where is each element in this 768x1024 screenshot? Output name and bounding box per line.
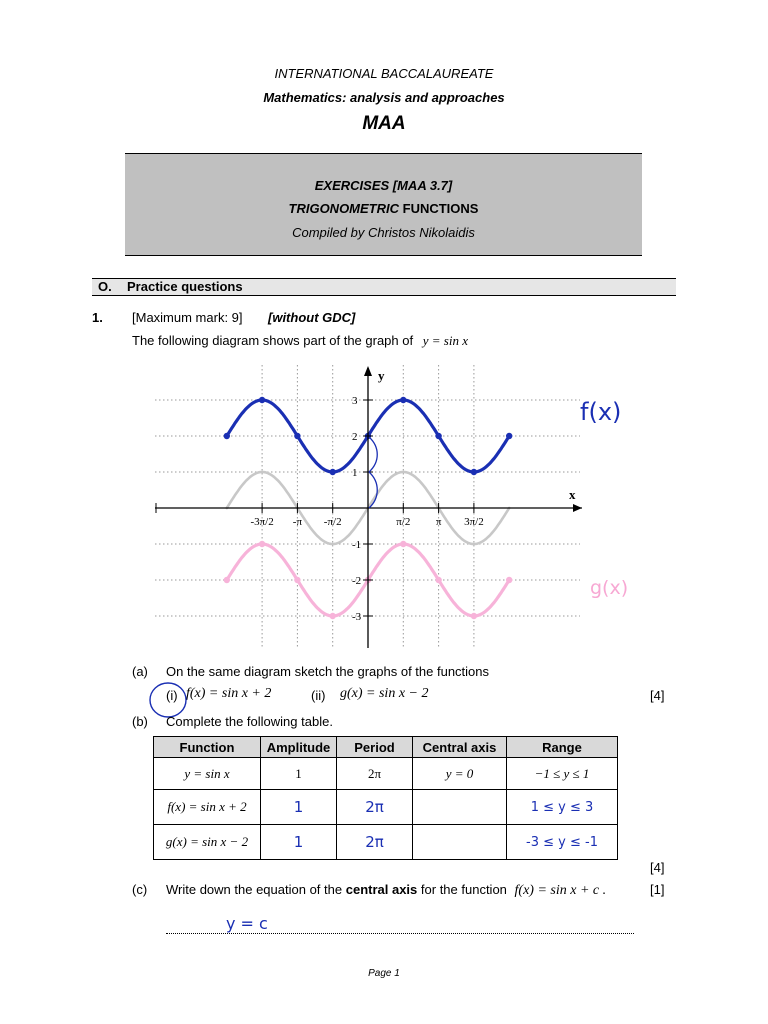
table-cell-range: -3 ≤ y ≤ -1 [507,825,618,860]
banner-subtitle [125,201,642,216]
table-cell-axis: y = 0 [413,758,507,790]
section-number: O. [98,279,112,294]
table-header: Period [337,737,413,758]
banner-subtitle-rest: FUNCTIONS [399,201,479,216]
section-heading [92,278,676,296]
x-tick-label: -π/2 [323,516,342,528]
curve-g-point [506,577,512,583]
curve-g-point [435,577,441,583]
y-axis-arrow [364,366,372,376]
part-c-text [166,882,606,899]
part-a-i-label: (i) [166,688,178,703]
curve-g-point [259,541,265,547]
banner-subtitle-italic: TRIGONOMETRIC [288,201,400,216]
part-c-answer: y = c [226,914,268,933]
curve-g-point [330,613,336,619]
sine-graph [0,355,768,655]
table-cell-function: g(x) = sin x − 2 [154,825,261,860]
table-cell-function: y = sin x [154,758,261,790]
curve-f-point [400,397,406,403]
table-row [154,758,618,790]
x-tick-label: π/2 [396,516,411,528]
part-a-marks: [4] [650,688,665,703]
x-tick-label: 3π/2 [464,516,484,528]
hw-shift-arc-upper [369,437,377,472]
curve-f-point [330,469,336,475]
x-tick-label: π [435,516,442,528]
hw-f-label: f(x) [580,398,622,426]
table-header: Function [154,737,261,758]
curve-f-point [259,397,265,403]
y-axis-label: y [378,368,385,383]
part-a-label: (a) [132,664,148,679]
question-intro-text: The following diagram shows part of the graph of [132,333,414,348]
table-header: Amplitude [261,737,337,758]
x-axis-arrow [573,504,582,512]
page-number: Page 1 [368,968,400,979]
table-cell-amplitude: 1 [261,790,337,825]
y-tick-label: -1 [352,539,362,551]
header-maa: MAA [362,113,406,134]
y-tick-label: 3 [352,395,358,407]
part-c-text-after: for the function [420,882,507,897]
table-header: Central axis [413,737,507,758]
hw-g-label: g(x) [590,577,629,599]
curve-f-point [435,433,441,439]
table-cell-function: f(x) = sin x + 2 [154,790,261,825]
table-cell-axis[interactable] [413,790,507,825]
part-a-text: On the same diagram sketch the graphs of the functions [166,664,490,679]
table-cell-period: 2π [337,825,413,860]
header-course: Mathematics: analysis and approaches [263,90,505,105]
y-tick-label: 1 [352,467,358,479]
table-cell-range: −1 ≤ y ≤ 1 [507,758,618,790]
y-tick-label: -3 [352,611,362,623]
header-ib: INTERNATIONAL BACCALAUREATE [274,66,494,81]
part-c-marks: [1] [650,882,665,897]
part-a-ii-math: g(x) = sin x − 2 [340,686,429,701]
curve-g-point [471,613,477,619]
curve-f-point [224,433,230,439]
curve-g-point [224,577,230,583]
part-a-ii-label: (ii) [311,688,326,703]
table-header: Range [507,737,618,758]
table-cell-period: 2π [337,790,413,825]
table-cell-period: 2π [337,758,413,790]
answer-table [153,736,618,860]
part-c-text-before: Write down the equation of the [166,882,343,897]
curve-f-point [294,433,300,439]
y-tick-label: -2 [352,575,362,587]
part-b-marks: [4] [650,860,665,875]
title-banner [125,153,642,256]
question-gdc: [without GDC] [268,310,356,325]
curve-g-point [294,577,300,583]
banner-author: Compiled by Christos Nikolaidis [292,225,475,240]
part-b-label: (b) [132,714,148,729]
question-number: 1. [92,310,103,325]
part-c-label: (c) [132,882,148,897]
part-c-text-bold: central axis [345,882,418,897]
x-axis-label: x [569,487,576,502]
table-header-row [154,737,618,758]
table-row [154,825,618,860]
question-intro-math: y = sin x [422,333,468,348]
part-c-math: f(x) = sin x + c . [514,883,607,898]
table-cell-range: 1 ≤ y ≤ 3 [507,790,618,825]
y-tick-label: 2 [352,431,358,443]
banner-title: EXERCISES [MAA 3.7] [314,178,453,193]
graph-axes [155,366,582,648]
curve-f-point [471,469,477,475]
table-cell-amplitude: 1 [261,825,337,860]
x-tick-label: -3π/2 [250,516,274,528]
part-a-i-math: f(x) = sin x + 2 [186,686,272,701]
table-cell-axis[interactable] [413,825,507,860]
part-b-text: Complete the following table. [166,714,333,729]
curve-f-point [506,433,512,439]
question-intro [132,333,468,349]
x-tick-label: -π [292,516,303,528]
curve-g-point [400,541,406,547]
question-marks: [Maximum mark: 9] [132,310,243,325]
table-cell-amplitude: 1 [261,758,337,790]
table-row [154,790,618,825]
section-title: Practice questions [127,279,243,294]
